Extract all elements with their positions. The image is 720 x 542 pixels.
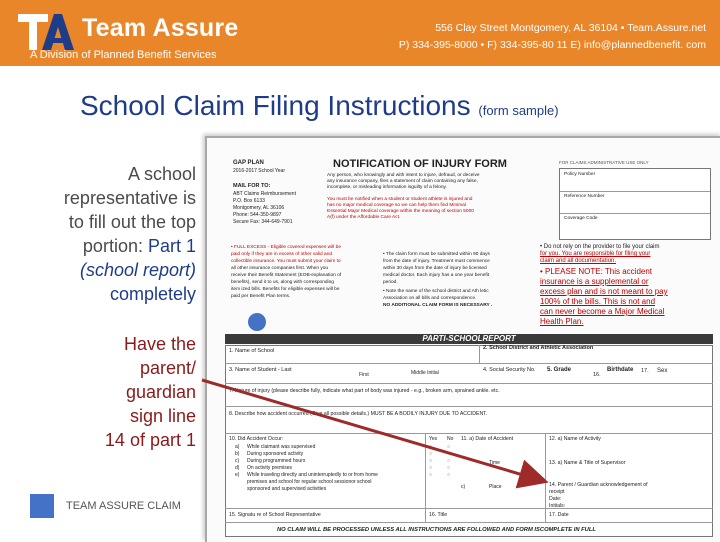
- instruction-line: A school: [127, 164, 196, 184]
- claim-line: • Note the name of the school district and Ath letic: [383, 289, 489, 294]
- full-excess-line: item ized bills. Benefits for eligible expenses will be: [231, 287, 340, 292]
- field-label: Birthdate: [607, 367, 634, 373]
- instruction-line: parent/: [139, 358, 196, 378]
- field-label: 4. Social Security No.: [483, 367, 536, 373]
- policy-number: Policy Number: [564, 172, 596, 177]
- notice-line: You must be notified when a student or student athlete is injured and: [327, 197, 473, 202]
- field-label: 8. Describe how accident occurred (Give all possible details.) MUST BE A BODILY INJURY DUE TO ACCIDENT.: [229, 411, 488, 417]
- claim-line: from the date of injury. Treatment must commence: [383, 259, 490, 264]
- address-line: 556 Clay Street Montgomery, AL 36104 • Team.Assure.net: [435, 22, 706, 34]
- mail-addr: P.O. Box 6133: [233, 198, 265, 204]
- field-label: 14. Parent / Guardian acknowledgement of: [549, 482, 648, 488]
- school-report-highlight: (school report): [79, 260, 196, 280]
- option-letter: d): [235, 465, 240, 471]
- title-sub: (form sample): [478, 103, 559, 118]
- no-checkboxes: ○ ○ ○ ○: [447, 444, 451, 478]
- field-label: 17.: [641, 368, 649, 374]
- claim-line: • The claim form must be submitted within 90 days: [383, 252, 490, 257]
- mail-addr: Secure Fax: 344-649-7901: [233, 219, 293, 225]
- instruction-line: guardian: [125, 382, 196, 402]
- field-label: 17. Date: [549, 512, 569, 518]
- field-label: 12. a) Name of Activity: [549, 436, 601, 442]
- option-text: While claimant was supervised: [247, 444, 316, 450]
- claim-line: within 30 days from the date of injury be licensed: [383, 266, 487, 271]
- full-excess-line: paid only if they are in excess of other valid and: [231, 252, 333, 257]
- admin-use: FOR CLAIMS ADMINISTRATIVE USE ONLY: [559, 160, 649, 165]
- mail-addr: Montgomery, AL 36106: [233, 205, 285, 211]
- yes-label: Yes: [429, 436, 438, 442]
- instruction-line: to fill out the top: [68, 212, 196, 232]
- option-text: premises and school for regular school sessionor school: [247, 479, 372, 485]
- warning-line: incomplete, or misleading information isguilty of a felony.: [327, 185, 447, 190]
- field-label: Time: [489, 460, 500, 466]
- note-line: 100% of the bills. This is not and: [540, 297, 656, 306]
- field-label: Sex: [657, 368, 668, 374]
- claim-line: period.: [383, 280, 398, 285]
- full-excess-line: collectible insurance. You must submit your claim to: [231, 259, 341, 264]
- full-excess-line: paid per Benefit Plan terms.: [231, 294, 291, 299]
- mail-to: MAIL FOR TO:: [233, 183, 271, 189]
- instruction-line: 14 of part 1: [104, 430, 196, 450]
- field-label: 13. a) Name & Title of Supervisor: [549, 460, 626, 466]
- field-label: 15. Signatu re of School Representative: [229, 512, 321, 518]
- instruction-text: portion:: [82, 236, 148, 256]
- claim-line: NO ADDITIONAL CLAIM FORM IS NECESSARY .: [383, 303, 493, 308]
- phone-line: P) 334-395-8000 • F) 334-395-80 11 E) info@plannedbenefit. com: [398, 39, 706, 51]
- field-label: 16. Title: [429, 512, 448, 518]
- note-line: for you. You are responsible for filing your: [540, 251, 651, 257]
- note-line: excess plan and is not meant to pay: [540, 287, 668, 296]
- field-label: Middle Initial: [411, 370, 439, 376]
- instruction-line: representative is: [63, 188, 196, 208]
- logo-subtitle: A Division of Planned Benefit Services: [30, 49, 217, 61]
- gap-plan: GAP PLAN: [233, 160, 264, 166]
- field-label: receipt: [549, 489, 565, 495]
- title-main: School Claim Filing Instructions: [80, 90, 471, 121]
- arrow-line: [202, 380, 540, 480]
- field-label: 11. a) Date of Accident: [461, 436, 514, 442]
- no-label: No: [447, 436, 454, 442]
- warning-line: any insurance company, files a statement of claim containing any false,: [327, 179, 478, 184]
- full-excess-line: all other insurance companies first. When you: [231, 266, 329, 271]
- yes-checkboxes: ○ ○ ○ ○: [429, 451, 433, 478]
- logo-name: Team Assure: [82, 14, 239, 42]
- option-text: On activity premises: [247, 465, 293, 471]
- footer-label: TEAM ASSURE CLAIM: [66, 500, 181, 512]
- note-line: claim and all documentation.: [540, 258, 617, 264]
- option-text: During programmed hours: [247, 458, 306, 464]
- instruction-line: sign line: [129, 406, 196, 426]
- field-label: 5. Grade: [547, 367, 572, 373]
- note-line: can never become a Major Medical: [540, 307, 665, 316]
- claim-line: medical doctor. Each injury has a one year benefit: [383, 273, 490, 278]
- field-label: 7. Nature of injury (please describe fully, indicate what part of body was injured - e.g., broken arm, sprained ankle. etc.: [229, 388, 500, 394]
- field-label: 10. Did Accident Occur:: [229, 436, 284, 442]
- field-label: 1. Name of School: [229, 348, 275, 354]
- full-excess-line: • FULL EXCESS - Eligible covered expenses will be: [231, 245, 342, 250]
- mail-addr: ABT Claims Reimbursement: [233, 191, 296, 197]
- part1-bar: PARTI-SCHOOLREPORT: [225, 334, 713, 344]
- option-letter: c): [235, 458, 240, 464]
- field-label: Initials:: [549, 503, 566, 509]
- notice-line: A(f) under the Affordable Care Act.: [327, 215, 401, 220]
- field-label: c): [461, 484, 466, 490]
- mail-addr: Phone: 544-350-9897: [233, 212, 282, 218]
- part1-highlight: Part 1: [147, 236, 196, 256]
- coverage-code: Coverage Code: [564, 216, 598, 221]
- field-label: 16.: [593, 372, 601, 378]
- note-line: insurance is a supplemental or: [540, 277, 649, 286]
- option-letter: a): [235, 444, 240, 450]
- note-line: • Do not rely on the provider to file your claim: [540, 244, 660, 250]
- notice-line: Essential Major Medical coverage within the meaning of section 5000: [327, 209, 474, 214]
- field-label: 2. School District and Athletic Association: [483, 345, 594, 351]
- form-heading: NOTIFICATION OF INJURY FORM: [333, 158, 507, 170]
- note-line: Health Plan.: [540, 317, 584, 326]
- field-label: 3. Name of Student - Last: [229, 367, 292, 373]
- option-text: sponsored and supervised activities: [247, 486, 327, 492]
- warning-line: Any person, who knowingly and with intent to injure, defraud, or deceive: [327, 173, 480, 178]
- field-label: Date:: [549, 496, 562, 502]
- school-year: 2016-2017 School Year: [233, 168, 285, 174]
- option-letter: b): [235, 451, 240, 457]
- notice-line: has no major medical coverage so we can help them find Minimal: [327, 203, 466, 208]
- field-label: Place: [489, 484, 502, 490]
- option-letter: e): [235, 472, 240, 478]
- full-excess-line: receive their Benefit Statement (EOB-explanation of: [231, 273, 342, 278]
- option-text: While traveling directly and uninterruptedly to or from home: [247, 472, 378, 478]
- field-label: First: [359, 372, 369, 378]
- bottom-notice: NO CLAIM WILL BE PROCESSED UNLESS ALL INSTRUCTIONS ARE FOLLOWED AND FORM ISCOMPLETE IN FULL: [277, 527, 596, 533]
- full-excess-line: benefits), send it to us, along with corresponding: [231, 280, 334, 285]
- claim-line: Association on all bills and correspondence.: [383, 296, 477, 301]
- note-line: • PLEASE NOTE: This accident: [540, 267, 653, 276]
- reference-number: Reference Number: [564, 194, 605, 199]
- option-text: During sponsored activity: [247, 451, 304, 457]
- completely-highlight: completely: [109, 284, 196, 304]
- instruction-line: Have the: [123, 334, 196, 354]
